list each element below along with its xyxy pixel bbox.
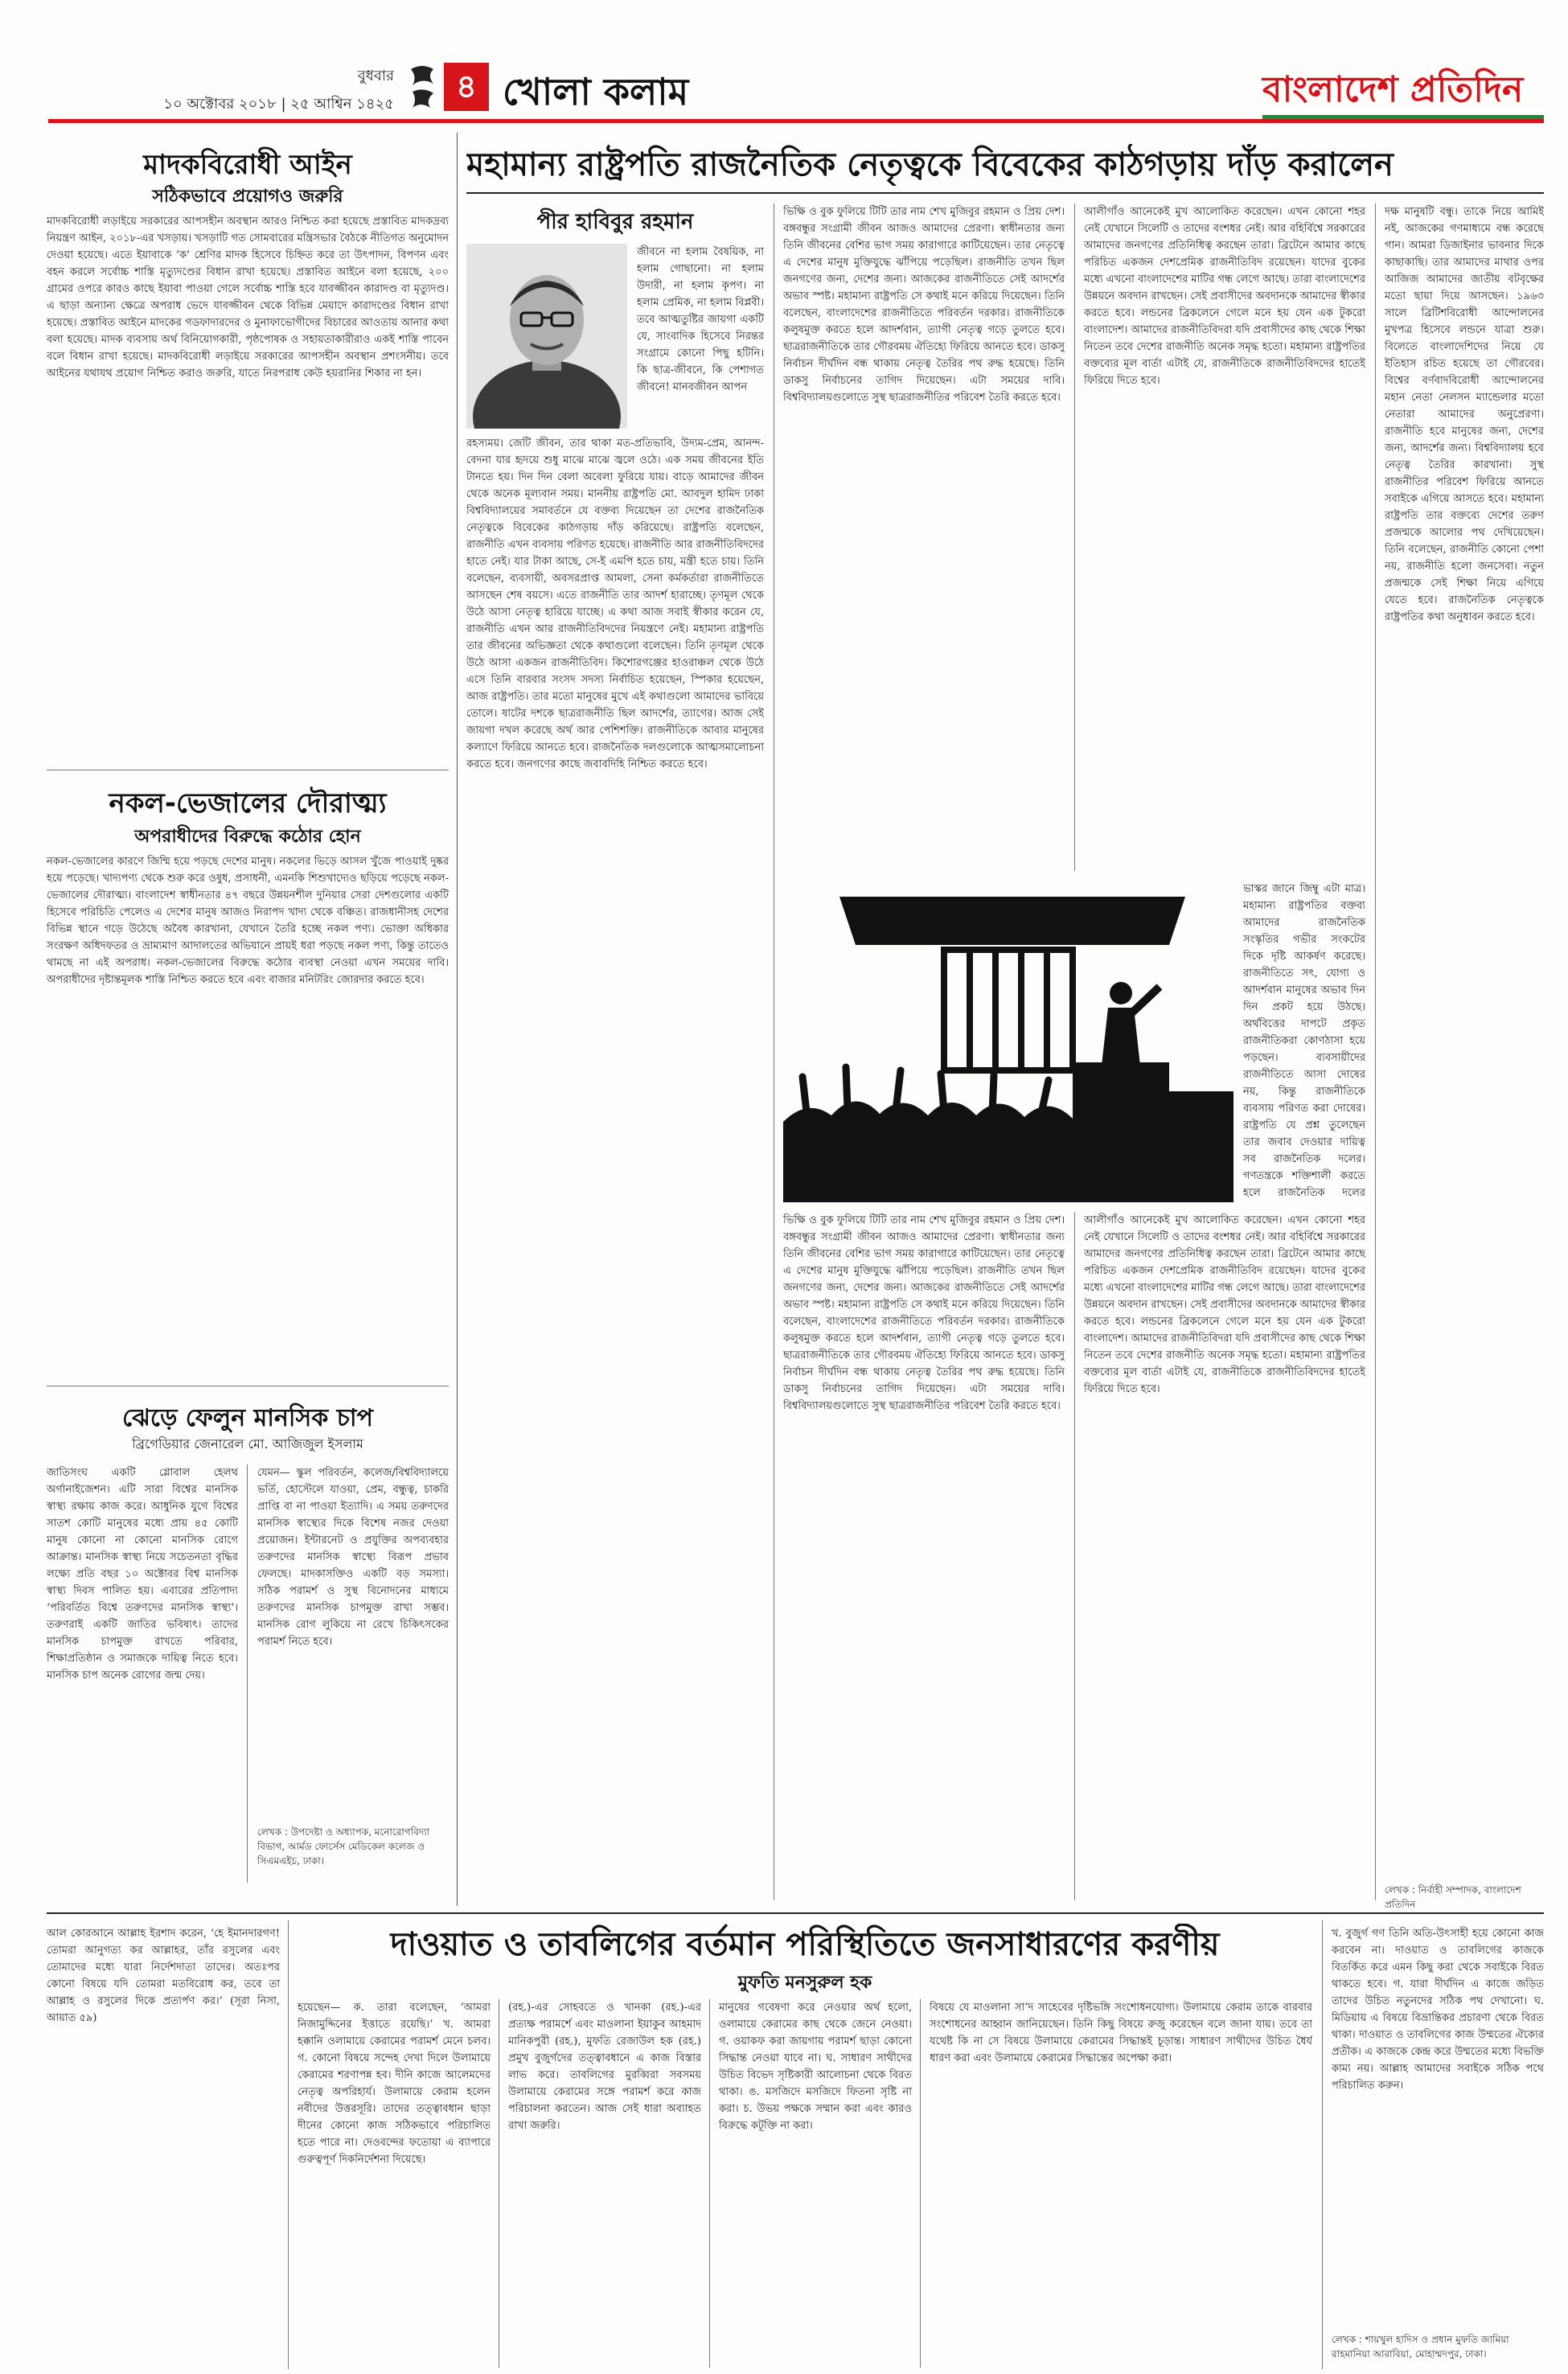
editorial-1-body: মাদকবিরোধী লড়াইয়ে সরকারের আপসহীন অবস্থান আরও নিশ্চিত করা হয়েছে প্রস্তাবিত মাদকদ্রব্য নিয়ন্ত্রণ আইন, ২০১৮-এর খসড়ায়। খসড়াটি গত সোমবারের মন্ত্রিসভার বৈঠকে নীতিগত অনুমোদন দেওয়া হয়েছে। এতে ইয়াবাকে ‘ক’ শ্রেণির মাদক হিসেবে চিহ্নিত করে তা উৎপাদন, বিপণন এবং বহন করলে সর্বোচ্চ শাস্তি মৃত্যুদণ্ডের বিধান রাখা হয়েছে। প্রস্তাবিত আইনে বলা হয়েছে, ২০০ গ্রামের ওপরে কারও কাছে ইয়াবা পাওয়া গেলে সর্বোচ্চ শাস্তি হবে যাবজ্জীবন কারাদণ্ড বা মৃত্যুদণ্ড। এ ছাড়া অন্যান্য ক্ষেত্রে অপরাধ ভেদে যাবজ্জীবন থেকে বিভিন্ন মেয়াদে কারাদণ্ডের বিধান রাখা হয়েছে। প্রস্তাবিত আইনে মাদকের গডফাদারদের ও মুনাফাভোগীদের বিচারের আওতায় আনার কথা বলা হয়েছে। মাদক ব্যবসায় অর্থ বিনিয়োগকারী, পৃষ্ঠপোষক ও সহায়তাকারীরাও একই শাস্তি পাবেন বলে বিধান রাখা হয়েছে। মাদকবিরোধী লড়াইয়ে সরকারের আপসহীন অবস্থান প্রশংসনীয়। তবে আইনের যথাযথ প্রয়োগ নিশ্চিত করাও জরুরি, যাতে নিরপরাধ কেউ হয়রানির শিকার না হন। <box>47 216 449 380</box>
divider <box>709 1999 710 2368</box>
date-weekday: বুধবার <box>357 68 394 84</box>
lead-signature: লেখক : নির্বাহী সম্পাদক, বাংলাদেশ প্রতিদিন <box>1385 1884 1521 1910</box>
lead-article <box>466 133 1544 1910</box>
lead-column-1: রহস্যময়। জেটি জীবন, তার থাকা মত-প্রতিভাবি, উদ্যম-প্রেম, আনন্দ-বেদনা যার হৃদয়ে শুধু মাঝে মাঝে জ্বলে ওঠে। এক সময় জীবনের ইতি টানতে হয়। দিন দিন বেলা অবেলা ফুরিয়ে যায়। বাড়ে আমাদের জীবন থেকে অনেক মূল্যবান সময়। মাননীয় রাষ্ট্রপতি মো. আবদুল হামিদ ঢাকা বিশ্ববিদ্যালয়ের সমাবর্তনে যে বক্তব্য দিয়েছেন তা দেশের রাজনৈতিক নেতৃত্বকে বিবেকের কাঠগড়ায় দাঁড় করিয়েছে। রাষ্ট্রপতি বলেছেন, রাজনীতি এখন ব্যবসায় পরিণত হয়েছে। রাজনীতি আর রাজনীতিবিদদের হাতে নেই। যার টাকা আছে, সে-ই এমপি হতে চায়, মন্ত্রী হতে চায়। তিনি বলেছেন, ব্যবসায়ী, অবসরপ্রাপ্ত আমলা, সেনা কর্মকর্তারা রাজনীতিতে আসছেন শেষ বয়সে। এতে রাজনীতি তার আদর্শ হারাচ্ছে। তৃণমূল থেকে উঠে আসা নেতৃত্ব হারিয়ে যাচ্ছে। এ কথা আজ সবাই স্বীকার করেন যে, রাজনীতি এখন আর রাজনীতিবিদদের নিয়ন্ত্রণে নেই। মহামান্য রাষ্ট্রপতি তার জীবনের অভিজ্ঞতা থেকে কথাগুলো বলেছেন। তিনি তৃণমূল থেকে উঠে আসা একজন রাজনীতিবিদ। কিশোরগঞ্জের হাওরাঞ্চল থেকে উঠে এসে তিনি বারবার সংসদ সদস্য নির্বাচিত হয়েছেন, স্পিকার হয়েছেন, আজ রাষ্ট্রপতি। তার মতো মানুষের মুখে এই কথাগুলো আমাদের ভাবিয়ে তোলে। ষাটের দশকে ছাত্ররাজনীতি ছিল আদর্শের, ত্যাগের। আজ সেই জায়গা দখল করেছে অর্থ আর পেশিশক্তি। রাজনীতিকে আবার মানুষের কল্যাণে ফিরিয়ে আনতে হবে। রাজনৈতিক দলগুলোকে আত্মসমালোচনা করতে হবে। জনগণের কাছে জবাবদিহি নিশ্চিত করতে হবে। <box>466 437 764 770</box>
masthead-rule <box>48 119 1544 123</box>
feature-column-2: হয়েছেন— ক. তারা বলেছেন, ‘আমরা নিজামুদ্দিনের ইত্তাতে রয়েছি।’ খ. আমরা হক্কানি ওলামায়ে কেরামের পরামর্শ মেনে চলব। গ. কোনো বিষয়ে সন্দেহ দেখা দিলে উলামায়ে কেরামের শরণাপন্ন হব। দীনি কাজে আলেমদের নেতৃত্ব অপরিহার্য। উলামায়ে কেরাম হলেন নবীদের উত্তরসূরি। তাদের তত্ত্বাবধান ছাড়া দীনের কোনো কাজ সঠিকভাবে পরিচালিত হতে পারে না। দেওবন্দের ফতোয়া এ ব্যাপারে গুরুত্বপূর্ণ দিকনির্দেশনা দিয়েছে। <box>298 2002 491 2166</box>
editorial-2-subtitle: অপরাধীদের বিরুদ্ধে কঠোর হোন <box>134 827 361 847</box>
author-photo <box>466 244 627 429</box>
feature-signature: লেখক : শায়খুল হাদিস ও প্রধান মুফতি জামিয়া রাহমানিয়া আরাবিয়া, মোহাম্মদপুর, ঢাকা। <box>1332 2334 1509 2360</box>
divider <box>1375 203 1376 1900</box>
editorial-1-title: মাদকবিরোধী আইন <box>143 149 352 181</box>
divider <box>288 1920 289 2369</box>
lead-column-2b: ভিক্ষি ও বুক ফুলিয়ে টিটি তার নাম শেখ মুজিবুর রহমান ও প্রিয় দেশ। বঙ্গবন্ধুর সংগ্রামী জীবন আজও আমাদের প্রেরণা। স্বাধীনতার জন্য তিনি জীবনের বেশির ভাগ সময় কারাগারে কাটিয়েছেন। তার নেতৃত্বে এ দেশের মানুষ মুক্তিযুদ্ধে ঝাঁপিয়ে পড়েছিল। রাজনীতি তখন ছিল জনগণের জন্য, দেশের জন্য। আজকের রাজনীতিতে সেই আদর্শের অভাব স্পষ্ট। মহামান্য রাষ্ট্রপতি সে কথাই মনে করিয়ে দিয়েছেন। তিনি বলেছেন, বাংলাদেশের রাজনীতিতে পরিবর্তন দরকার। রাজনীতিকে কলুষমুক্ত করতে হলে আদর্শবান, ত্যাগী নেতৃত্ব গড়ে তুলতে হবে। ছাত্ররাজনীতিকে তার গৌরবময় ঐতিহ্যে ফিরিয়ে আনতে হবে। ডাকসু নির্বাচন দীর্ঘদিন বন্ধ থাকায় নেতৃত্ব তৈরির পথ রুদ্ধ হয়েছে। তিনি ডাকসু নির্বাচনের তাগিদ দিয়েছেন। এটা সময়ের দাবি। বিশ্ববিদ্যালয়গুলোতে সুস্থ ছাত্ররাজনীতির পরিবেশ তৈরি করতে হবে। <box>783 1214 1065 1412</box>
feature-column-6: খ. বুজুর্গ গণ তিনি অতি-উৎসাহী হয়ে কোনো কাজ করবেন না। দাওয়াত ও তাবলিগের কাজকে বিতর্কিত করে এমন কিছু করা থেকে সবাইকে বিরত থাকতে হবে। গ. যারা দীর্ঘদিন এ কাজে জড়িত তাদের উচিত নতুনদের সঠিক পথ দেখানো। ঘ. মিডিয়ায় এ বিষয়ে বিভ্রান্তিকর প্রচারণা থেকে বিরত থাকা। দাওয়াত ও তাবলিগের কাজ উম্মতের ঐক্যের প্রতীক। এ কাজকে কেন্দ্র করে উম্মতের মধ্যে বিভক্তি কাম্য নয়। আল্লাহ আমাদের সবাইকে সঠিক পথে পরিচালিত করুন। <box>1332 1928 1544 2092</box>
lead-headline: মহামান্য রাষ্ট্রপতি রাজনৈতিক নেতৃত্বকে বিবেকের কাঠগড়ায় দাঁড় করালেন <box>466 146 1394 183</box>
column-divider <box>457 133 458 1906</box>
divider <box>247 1464 248 1883</box>
lead-column-3c: আলীগাঁও আনেকেই মুখ আলোকিত করেছেন। এখন কোনো শহর নেই যেখানে সিলেটি ও তাদের বংশধর নেই। আর বহির্বিশ্বে সরকারের আমাদের জনগণের প্রতিনিধিত্ব করছেন তারা। ব্রিটেনে আমার কাছে পরিচিত একজন দেশপ্রেমিক রাজনীতিবিদ রয়েছেন। যাদের বুকের মধ্যে এখনো বাংলাদেশের মাটির গন্ধ লেগে আছে। তারা বাংলাদেশের উন্নয়নে অবদান রাখছেন। সেই প্রবাসীদের অবদানকে আমাদের স্বীকার করতে হবে। লন্ডনের ব্রিকলেনে গেলে মনে হয় যেন এক টুকরো বাংলাদেশ। আমাদের রাজনীতিবিদরা যদি প্রবাসীদের কাছ থেকে শিক্ষা নিতেন তবে দেশের রাজনীতি অনেক সমৃদ্ধ হতো। মহামান্য রাষ্ট্রপতির বক্তব্যের মূল বার্তা এটাই যে, রাজনীতিকে রাজনীতিবিদদের হাতেই ফিরিয়ে দিতে হবে। <box>1084 1214 1365 1395</box>
divider <box>920 1999 921 2368</box>
lead-column-3: আলীগাঁও আনেকেই মুখ আলোকিত করেছেন। এখন কোনো শহর নেই যেখানে সিলেটি ও তাদের বংশধর নেই। আর বহির্বিশ্বে সরকারের আমাদের জনগণের প্রতিনিধিত্ব করছেন তারা। ব্রিটেনে আমার কাছে পরিচিত একজন দেশপ্রেমিক রাজনীতিবিদ রয়েছেন। যাদের বুকের মধ্যে এখনো বাংলাদেশের মাটির গন্ধ লেগে আছে। তারা বাংলাদেশের উন্নয়নে অবদান রাখছেন। সেই প্রবাসীদের অবদানকে আমাদের স্বীকার করতে হবে। লন্ডনের ব্রিকলেনে গেলে মনে হয় যেন এক টুকরো বাংলাদেশ। আমাদের রাজনীতিবিদরা যদি প্রবাসীদের কাছ থেকে শিক্ষা নিতেন তবে দেশের রাজনীতি অনেক সমৃদ্ধ হতো। মহামান্য রাষ্ট্রপতির বক্তব্যের মূল বার্তা এটাই যে, রাজনীতিকে রাজনীতিবিদদের হাতেই ফিরিয়ে দিতে হবে। <box>1084 206 1365 387</box>
column-1-author: ব্রিগেডিয়ার জেনারেল মো. আজিজুল ইসলাম <box>132 1436 363 1452</box>
page-number-box <box>444 63 489 111</box>
divider <box>1074 1212 1075 1900</box>
editorial-2-body: নকল-ভেজালের কারণে জিম্মি হয়ে পড়ছে দেশের মানুষ। নকলের ভিড়ে আসল খুঁজে পাওয়াই দুষ্কর হয়ে পড়েছে। খাদ্যপণ্য থেকে শুরু করে ওষুধ, প্রসাধনী, এমনকি শিশুখাদ্যেও ছড়িয়ে পড়েছে নকল-ভেজালের দৌরাত্ম্য। বাংলাদেশ স্বাধীনতার ৪৭ বছরে উন্নয়নশীল দুনিয়ার সেরা দেশগুলোর একটি হিসেবে পরিচিতি পেলেও এ দেশের মানুষ আজও নিরাপদ খাদ্য থেকে বঞ্চিত। রাজধানীসহ দেশের বিভিন্ন স্থানে গড়ে উঠেছে অবৈধ কারখানা, যেখানে তৈরি হচ্ছে নকল পণ্য। ভোক্তা অধিকার সংরক্ষণ অধিদফতর ও ভ্রাম্যমাণ আদালতের অভিযানে প্রায়ই ধরা পড়ছে নকল পণ্য, কিন্তু তাতেও থামছে না এই অপরাধ। নকল-ভেজালের বিরুদ্ধে কঠোর ব্যবস্থা নেওয়া এখন সময়ের দাবি। অপরাধীদের দৃষ্টান্তমূলক শাস্তি নিশ্চিত করতে হবে এবং বাজার মনিটরিং জোরদার করতে হবে। <box>47 856 449 986</box>
section-logo-icon <box>406 61 440 113</box>
column-1-signature: লেখক : উপদেষ্টা ও অধ্যাপক, মনোরোগবিদ্যা বিভাগ, আর্মড ফোর্সেস মেডিকেল কলেজ ও সিএমএইচ, ঢাকা। <box>257 1826 430 1867</box>
masthead <box>0 0 1568 137</box>
column-1-body-right: যেমন— স্কুল পরিবর্তন, কলেজ/বিশ্ববিদ্যালয়ে ভর্তি, হোস্টেলে যাওয়া, প্রেম, বন্ধুত্ব, চাকরি প্রাপ্তি বা না পাওয়া ইত্যাদি। এ সময় তরুণদের মানসিক স্বাস্থ্যের দিকে বিশেষ নজর দেওয়া প্রয়োজন। ইন্টারনেট ও প্রযুক্তির অপব্যবহার তরুণদের মানসিক স্বাস্থ্যে বিরূপ প্রভাব ফেলছে। মাদকাসক্তিও একটি বড় সমস্যা। সঠিক পরামর্শ ও সুস্থ বিনোদনের মাধ্যমে তরুণদের মানসিক চাপমুক্ত রাখা সম্ভব। মানসিক রোগ লুকিয়ে না রেখে চিকিৎসকের পরামর্শ নিতে হবে। <box>257 1467 449 1648</box>
date-line: ১০ অক্টোবর ২০১৮ | ২৫ আশ্বিন ১৪২৫ <box>163 96 394 113</box>
lead-column-4: দক্ষ মানুষটি বন্ধু। তাকে নিয়ে আমিই নই, আজকের গণমাধ্যমে বন্ধ করেছে গান। আমরা ডিজাইনার ভাবনার দিকে কাছাকাছি। তার আমাদের মাথার ওপর আজিজ আমাদের জাতীয় বটবৃক্ষের মতো ছায়া দিয়ে আসছেন। ১৯৬৩ সালে ব্রিটিশবিরোধী আন্দোলনের মুখপত্র হিসেবে লন্ডনে যাত্রা শুরু। বিলেতে বাংলাদেশিদের নিয়ে যে ইতিহাস রচিত হয়েছে তা গৌরবের। বিশ্বের বর্ণবাদবিরোধী আন্দোলনের মহান নেতা নেলসন ম্যান্ডেলার মতো নেতারা আমাদের অনুপ্রেরণা। রাজনীতি হবে মানুষের জন্য, দেশের জন্য, আদর্শের জন্য। বিশ্ববিদ্যালয় হবে নেতৃত্ব তৈরির কারখানা। সুস্থ রাজনীতির পরিবেশ ফিরিয়ে আনতে সবাইকে এগিয়ে আসতে হবে। মহামান্য রাষ্ট্রপতি তার বক্তব্যে দেশের তরুণ প্রজন্মকে আলোর পথ দেখিয়েছেন। তিনি বলেছেন, রাজনীতি কোনো পেশা নয়, রাজনীতি হলো জনসেবা। নতুন প্রজন্মকে সেই শিক্ষা নিয়ে এগিয়ে যেতে হবে। রাজনৈতিক নেতৃত্বকে রাষ্ট্রপতির কথা অনুধাবন করতে হবে। <box>1385 206 1544 623</box>
feature-article <box>47 1920 1544 2371</box>
divider <box>466 192 1544 194</box>
column-1-title: ঝেড়ে ফেলুন মানসিক চাপ <box>122 1404 373 1432</box>
divider <box>1074 203 1075 871</box>
feature-headline: দাওয়াত ও তাবলিগের বর্তমান পরিস্থিতিতে জনসাধারণের করণীয় <box>390 1926 1220 1963</box>
brand-logo: বাংলাদেশ প্রতিদিন <box>1262 69 1524 110</box>
section-divider <box>47 1912 1544 1914</box>
lead-author: পীর হাবিবুর রহমান <box>536 210 694 234</box>
masthead-accent-rule <box>1262 115 1544 119</box>
page-number: ৪ <box>456 68 477 105</box>
editorial-1-subtitle: সঠিকভাবে প্রয়োগও জরুরি <box>152 187 343 207</box>
feature-column-3: (রহ.)-এর সোহবতে ও খানকা (রহ.)-এর প্রত্যক্ষ পরামর্শে এবং মাওলানা ইয়াকুব আহমাদ মানিকপুরী (রহ.), মুফতি রেজাউল হক (রহ.) প্রমুখ বুজুর্গদের তত্ত্বাবধানে এ কাজ বিস্তার লাভ করে। তাবলিগের মুরব্বিরা সবসময় উলামায়ে কেরামের সঙ্গে পরামর্শ করে কাজ পরিচালনা করতেন। আজ সেই ধারা অব্যাহত রাখা জরুরি। <box>508 2002 701 2132</box>
editorial-2-title: নকল-ভেজালের দৌরাত্ম্য <box>109 787 387 819</box>
lead-column-2: ভিক্ষি ও বুক ফুলিয়ে টিটি তার নাম শেখ মুজিবুর রহমান ও প্রিয় দেশ। বঙ্গবন্ধুর সংগ্রামী জীবন আজও আমাদের প্রেরণা। স্বাধীনতার জন্য তিনি জীবনের বেশির ভাগ সময় কারাগারে কাটিয়েছেন। তার নেতৃত্বে এ দেশের মানুষ মুক্তিযুদ্ধে ঝাঁপিয়ে পড়েছিল। রাজনীতি তখন ছিল জনগণের জন্য, দেশের জন্য। আজকের রাজনীতিতে সেই আদর্শের অভাব স্পষ্ট। মহামান্য রাষ্ট্রপতি সে কথাই মনে করিয়ে দিয়েছেন। তিনি বলেছেন, বাংলাদেশের রাজনীতিতে পরিবর্তন দরকার। রাজনীতিকে কলুষমুক্ত করতে হলে আদর্শবান, ত্যাগী নেতৃত্ব গড়ে তুলতে হবে। ছাত্ররাজনীতিকে তার গৌরবময় ঐতিহ্যে ফিরিয়ে আনতে হবে। ডাকসু নির্বাচন দীর্ঘদিন বন্ধ থাকায় নেতৃত্ব তৈরির পথ রুদ্ধ হয়েছে। তিনি ডাকসু নির্বাচনের তাগিদ দিয়েছেন। এটা সময়ের দাবি। বিশ্ববিদ্যালয়গুলোতে সুস্থ ছাত্ররাজনীতির পরিবেশ তৈরি করতে হবে। <box>783 206 1065 404</box>
lead-illustration <box>783 881 1233 1202</box>
divider <box>1322 1920 1323 2369</box>
feature-column-4: মানুষের গবেষণা করে নেওয়ার অর্থ হলো, ওলামায়ে কেরামের কাছ থেকে জেনে নেওয়া। গ. ওয়াকফ করা জায়গায় পরামর্শ ছাড়া কোনো সিদ্ধান্ত নেওয়া যাবে না। ঘ. সাধারণ সাথীদের উচিত বিভেদ সৃষ্টিকারী আলোচনা থেকে বিরত থাকা। ঙ. মসজিদে মসজিদে ফিতনা সৃষ্টি না করা। চ. উভয় পক্ষকে সম্মান করা এবং কারও বিরুদ্ধে কটূক্তি না করা। <box>719 2002 912 2132</box>
feature-intro: আল কোরআনে আল্লাহ ইরশাদ করেন, ‘হে ইমানদারগণ! তোমরা আনুগত্য কর আল্লাহর, তাঁর রসুলের এবং তোমাদের মধ্যে যারা নির্দেশদাতা তাদের। অতঃপর কোনো বিষয়ে যদি তোমরা মতবিরোধ কর, তবে তা আল্লাহ ও রসুলের দিকে প্রত্যর্পণ কর।’ (সূরা নিসা, আয়াত ৫৯) <box>47 1928 280 2024</box>
lead-intro: জীবনে না হলাম বৈষয়িক, না হলাম গোছানো। না হলাম উদারী, না হলাম কৃপণ। না হলাম প্রেমিক, না হলাম বিপ্লবী। তবে আত্মতুষ্টির জায়গা একটি যে, সাংবাদিক হিসেবে নিরন্তর সংগ্রামে কোনো পিছু হটিনি। কি ছাত্র-জীবনে, কি পেশাগত জীবনে! মানবজীবন আপন <box>637 246 764 393</box>
column-1-body-left: জাতিসংঘ একটি গ্লোবাল হেলথ অর্গানাইজেশন। এটি সারা বিশ্বের মানসিক স্বাস্থ্য রক্ষায় কাজ করে। আধুনিক যুগে বিশ্বের সাতশ কোটি মানুষের মধ্যে প্রায় ৪৫ কোটি মানুষ কোনো না কোনো মানসিক রোগে আক্রান্ত। মানসিক স্বাস্থ্য নিয়ে সচেতনতা বৃদ্ধির লক্ষ্যে প্রতি বছর ১০ অক্টোবর বিশ্ব মানসিক স্বাস্থ্য দিবস পালিত হয়। এবারের প্রতিপাদ্য ‘পরিবর্তিত বিশ্বে তরুণদের মানসিক স্বাস্থ্য’। তরুণরাই একটি জাতির ভবিষ্যৎ। তাদের মানসিক চাপমুক্ত রাখতে পরিবার, শিক্ষাপ্রতিষ্ঠান ও সমাজকে দায়িত্ব নিতে হবে। মানসিক চাপ অনেক রোগের জন্ম দেয়। <box>47 1467 238 1682</box>
feature-column-5: বিষয়ে যে মাওলানা সা’দ সাহেবের দৃষ্টিভঙ্গি সংশোধনযোগ্য। উলামায়ে কেরাম তাকে বারবার সংশোধনের আহ্বান জানিয়েছেন। তিনি কিছু বিষয়ে রুজু করেছেন বলে জানা যায়। তবে তা যথেষ্ট কি না সে বিষয়ে উলামায়ে কেরামের সিদ্ধান্তই চূড়ান্ত। সাধারণ সাথীদের উচিত ধৈর্য ধারণ করা এবং উলামায়ে কেরামের সিদ্ধান্তের অপেক্ষা করা। <box>930 2002 1312 2064</box>
feature-author: মুফতি মনসুরুল হক <box>737 1973 872 1993</box>
editorial-column <box>47 133 449 1902</box>
section-title: খোলা কলাম <box>503 70 689 113</box>
lead-column-3b: ভাস্কর জানে জিম্বু এটা মাত্র। মহামান্য রাষ্ট্রপতির বক্তব্য আমাদের রাজনৈতিক সংস্কৃতির গভীর সংকটের দিকে দৃষ্টি আকর্ষণ করেছে। রাজনীতিতে সৎ, যোগ্য ও আদর্শবান মানুষের অভাব দিন দিন প্রকট হয়ে উঠছে। অর্থবিত্তের দাপটে প্রকৃত রাজনীতিকরা কোণঠাসা হয়ে পড়ছেন। ব্যবসায়ীদের রাজনীতিতে আসা দোষের নয়, কিন্তু রাজনীতিকে ব্যবসায় পরিণত করা দোষের। রাষ্ট্রপতি যে প্রশ্ন তুলেছেন তার জবাব দেওয়ার দায়িত্ব সব রাজনৈতিক দলের। গণতন্ত্রকে শক্তিশালী করতে হলে রাজনৈতিক দলের <box>1243 883 1365 1199</box>
